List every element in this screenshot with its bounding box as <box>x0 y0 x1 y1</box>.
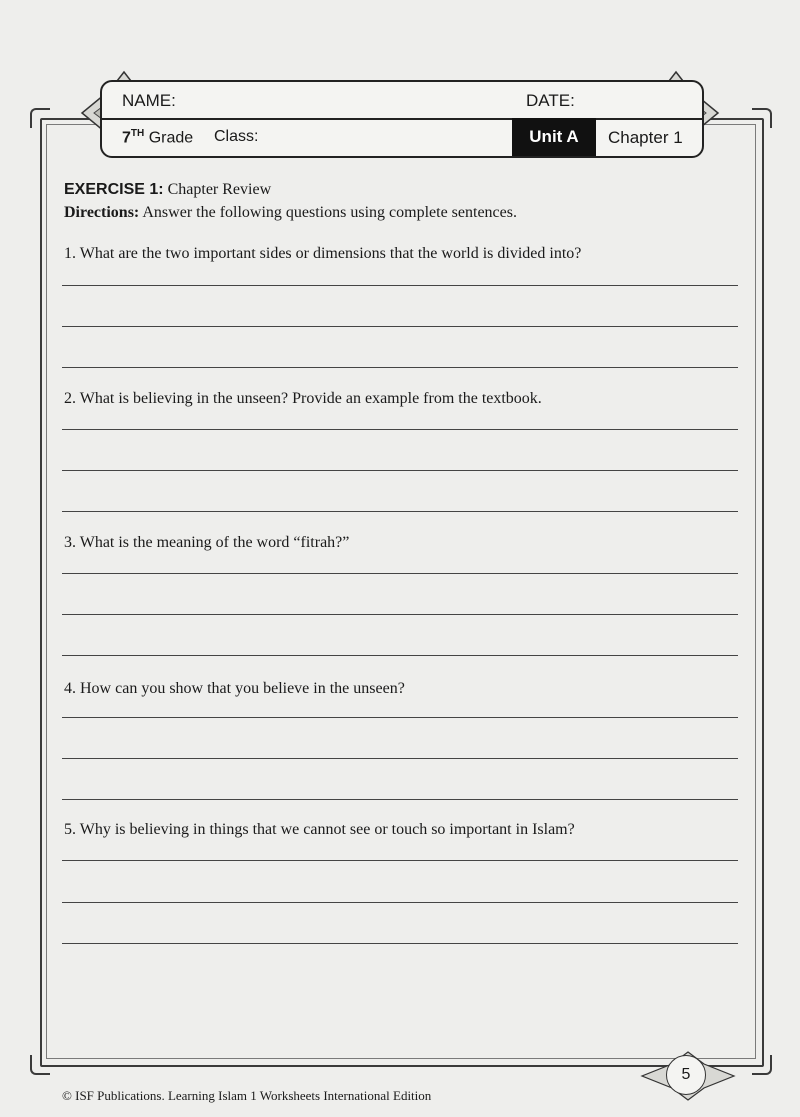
date-label: DATE: <box>526 91 575 110</box>
copyright-footer: © ISF Publications. Learning Islam 1 Worksheets International Edition <box>62 1088 432 1103</box>
answer-line[interactable] <box>62 758 738 759</box>
answer-line[interactable] <box>62 655 738 656</box>
page-number: 5 <box>666 1055 706 1095</box>
corner-flourish-top-right <box>752 108 772 128</box>
directions-text: Answer the following questions using complete sentences. <box>142 204 517 221</box>
class-label: Class: <box>214 128 259 145</box>
exercise-title <box>64 181 271 199</box>
grade-number: 7 <box>122 129 131 147</box>
answer-line[interactable] <box>62 614 738 615</box>
question-5: 5. Why is believing in things that we cannot see or touch so important in Islam? <box>64 821 575 838</box>
answer-line[interactable] <box>62 511 738 512</box>
answer-line[interactable] <box>62 860 738 861</box>
grade-suffix: TH <box>130 128 145 139</box>
exercise-name: Chapter Review <box>167 181 272 198</box>
answer-line[interactable] <box>62 799 738 800</box>
answer-line[interactable] <box>62 573 738 574</box>
page-border-inner <box>46 124 756 1059</box>
chapter-label: Chapter 1 <box>608 128 683 147</box>
unit-badge: Unit A <box>512 118 596 156</box>
question-1: 1. What are the two important sides or dimensions that the world is divided into? <box>64 245 582 262</box>
question-3: 3. What is the meaning of the word “fitrah?” <box>64 534 350 551</box>
name-label: NAME: <box>122 91 176 110</box>
header-row-name-date <box>102 82 702 120</box>
answer-line[interactable] <box>62 470 738 471</box>
exercise-label: EXERCISE 1: <box>64 181 164 198</box>
answer-line[interactable] <box>62 367 738 368</box>
worksheet-header <box>100 80 704 158</box>
corner-flourish-bottom-right <box>752 1055 772 1075</box>
corner-flourish-bottom-left <box>30 1055 50 1075</box>
answer-line[interactable] <box>62 902 738 903</box>
question-4: 4. How can you show that you believe in the unseen? <box>64 680 405 697</box>
corner-flourish-top-left <box>30 108 50 128</box>
answer-line[interactable] <box>62 717 738 718</box>
directions <box>64 204 517 222</box>
grade-label <box>122 128 193 147</box>
answer-line[interactable] <box>62 429 738 430</box>
question-2: 2. What is believing in the unseen? Provide an example from the textbook. <box>64 390 542 407</box>
answer-line[interactable] <box>62 326 738 327</box>
answer-line[interactable] <box>62 943 738 944</box>
directions-label: Directions: <box>64 204 140 221</box>
answer-line[interactable] <box>62 285 738 286</box>
grade-word: Grade <box>148 129 194 147</box>
